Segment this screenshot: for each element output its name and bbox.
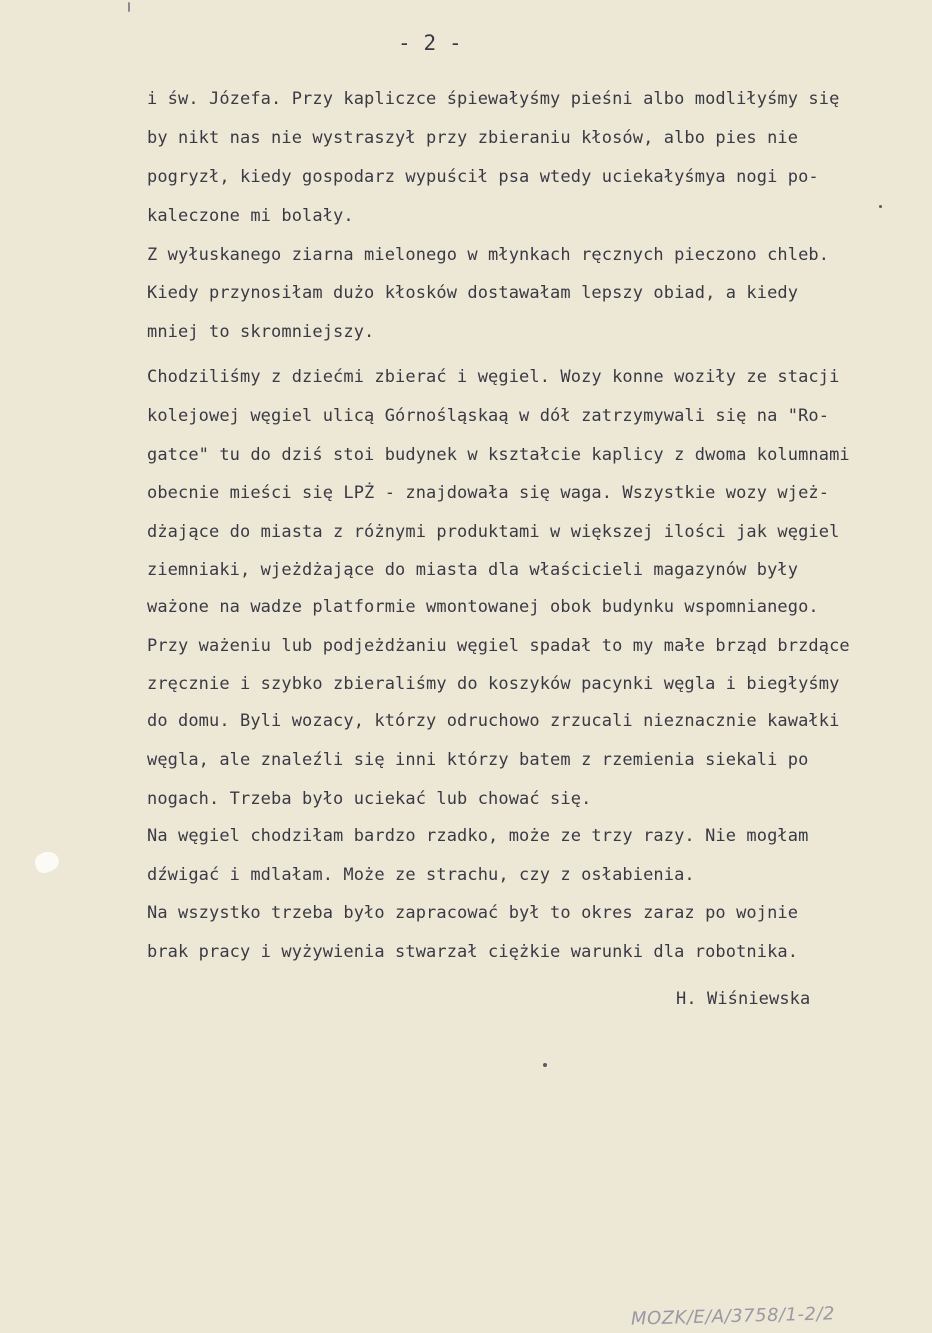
text-line: i św. Józefa. Przy kapliczce śpiewałyśmy pieśni albo modliłyśmy się [147,89,840,109]
text-line: węgla, ale znaleźli się inni którzy batem z rzemienia siekali po [147,750,809,770]
text-line: mniej to skromniejszy. [147,322,375,342]
ink-speck [128,2,130,12]
text-line: Z wyłuskanego ziarna mielonego w młynkach ręcznych pieczono chleb. [147,245,830,265]
paper-stain [32,848,61,875]
text-line: do domu. Byli wozacy, którzy odruchowo zrzucali nieznacznie kawałki [147,711,840,731]
text-line: kolejowej węgiel ulicą Górnośląskaą w dół zatrzymywali się na "Ro- [147,406,830,426]
text-line: pogryzł, kiedy gospodarz wypuścił psa wtedy uciekałyśmya nogi po- [147,167,819,187]
archive-reference: MOZK/E/A/3758/1-2/2 [630,1303,836,1330]
text-line: Kiedy przynosiłam dużo kłosków dostawałam lepszy obiad, a kiedy [147,283,799,303]
text-line: zręcznie i szybko zbieraliśmy do koszyków pacynki węgla i biegłyśmy [147,674,840,694]
text-line: obecnie mieści się LPŻ - znajdowała się waga. Wszystkie wozy wjeż- [147,483,830,503]
text-line: nogach. Trzeba było uciekać lub chować się. [147,789,592,809]
text-line: Chodziliśmy z dziećmi zbierać i węgiel. Wozy konne woziły ze stacji [147,367,840,387]
text-line: ważone na wadze platformie wmontowanej obok budynku wspomnianego. [147,597,819,617]
text-line: ziemniaki, wjeżdżające do miasta dla właścicieli magazynów były [147,560,799,580]
signature: H. Wiśniewska [676,989,811,1009]
text-line: kaleczone mi bolały. [147,206,354,226]
text-line: dźwigać i mdlałam. Może ze strachu, czy z osłabienia. [147,865,695,885]
text-line: Na węgiel chodziłam bardzo rzadko, może ze trzy razy. Nie mogłam [147,826,809,846]
text-line: brak pracy i wyżywienia stwarzał ciężkie warunki dla robotnika. [147,942,799,962]
text-line: by nikt nas nie wystraszył przy zbieraniu kłosów, albo pies nie [147,128,799,148]
ink-speck [879,205,882,208]
ink-speck [543,1063,547,1067]
text-line: Na wszystko trzeba było zapracować był to okres zaraz po wojnie [147,903,799,923]
text-line: dżające do miasta z różnymi produktami w większej ilości jak węgiel [147,522,840,542]
page-number: - 2 - [398,31,462,55]
text-line: gatce" tu do dziś stoi budynek w kształcie kaplicy z dwoma kolumnami [147,445,850,465]
text-line: Przy ważeniu lub podjeżdżaniu węgiel spadał to my małe brząd brzdące [147,636,850,656]
